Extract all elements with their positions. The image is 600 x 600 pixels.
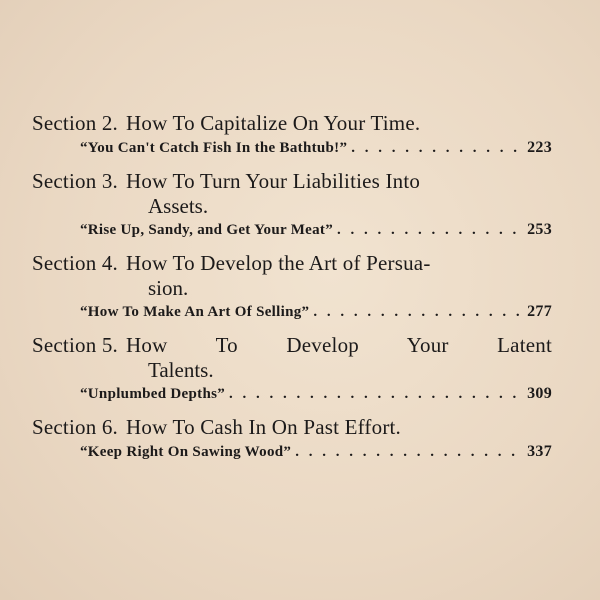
dot-leader xyxy=(229,382,523,406)
section-number: Section 5. xyxy=(32,333,118,357)
section-number: Section 2. xyxy=(32,111,118,135)
page-number: 309 xyxy=(527,385,552,402)
section-subtitle: “Rise Up, Sandy, and Get Your Meat” xyxy=(80,222,334,238)
subtitle-line xyxy=(32,218,552,242)
section-subtitle: “Keep Right On Sawing Wood” xyxy=(80,444,292,460)
page-number: 253 xyxy=(527,221,552,238)
page-number: 223 xyxy=(527,139,552,156)
section-title-continued: sion. xyxy=(148,276,189,300)
subtitle-line xyxy=(32,382,552,406)
page-number: 337 xyxy=(527,443,552,460)
section-subtitle: “How To Make An Art Of Selling” xyxy=(80,304,310,320)
page-number: 277 xyxy=(527,303,552,320)
section-title: How To Capitalize On Your Time. xyxy=(126,111,421,135)
section-number: Section 4. xyxy=(32,251,118,275)
section-title: How To Develop the Art of Persua- xyxy=(126,251,431,275)
section-title: How To Turn Your Liabilities Into xyxy=(126,169,421,193)
subtitle-line xyxy=(32,300,552,324)
section-title-continued: Assets. xyxy=(148,194,209,218)
section-title: How To Cash In On Past Effort. xyxy=(126,415,401,439)
section-number: Section 6. xyxy=(32,415,118,439)
toc-entry-section-5 xyxy=(32,332,552,406)
dot-leader xyxy=(313,300,523,324)
section-title-continued: Talents. xyxy=(148,358,214,382)
toc-entry-section-3 xyxy=(32,168,552,242)
toc-entry-section-6 xyxy=(32,414,552,464)
section-title: How To Develop Your Latent xyxy=(126,333,552,357)
section-subtitle: “You Can't Catch Fish In the Bathtub!” xyxy=(80,140,348,156)
dot-leader xyxy=(337,218,523,242)
section-number: Section 3. xyxy=(32,169,118,193)
subtitle-line xyxy=(32,136,552,160)
dot-leader xyxy=(351,136,523,160)
toc-entry-section-2 xyxy=(32,110,552,160)
section-subtitle: “Unplumbed Depths” xyxy=(80,386,226,402)
toc-entry-section-4 xyxy=(32,250,552,324)
subtitle-line xyxy=(32,440,552,464)
dot-leader xyxy=(295,440,523,464)
table-of-contents xyxy=(32,110,552,472)
